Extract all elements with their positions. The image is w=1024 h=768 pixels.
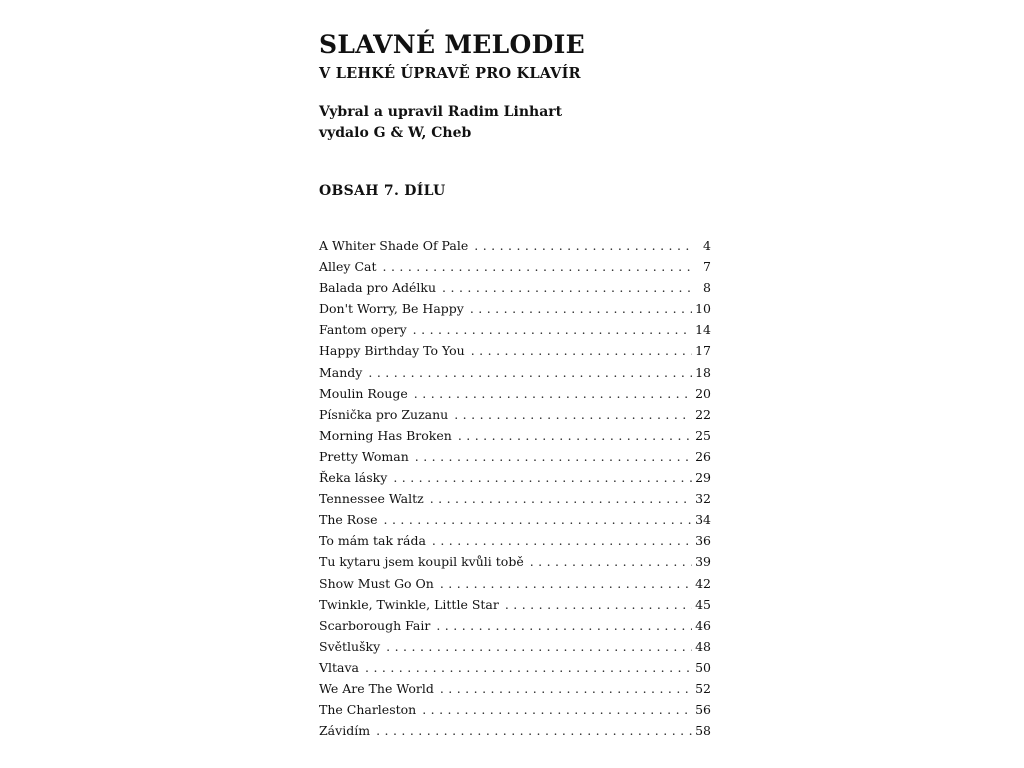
toc-entry-title: Písnička pro Zuzanu (319, 406, 449, 422)
toc-entry-title: Závidím (319, 723, 371, 739)
toc-entry (319, 509, 711, 530)
dot-leader (422, 699, 692, 720)
dot-leader (530, 551, 692, 572)
toc-entry (319, 340, 711, 361)
toc-entry-page-number: 48 (695, 638, 711, 654)
toc-entry (319, 404, 711, 425)
toc-entry (319, 678, 711, 699)
toc-entry-page-number: 45 (695, 596, 711, 612)
toc-entry (319, 573, 711, 594)
toc-entry-page-number: 36 (695, 533, 711, 549)
dot-leader (393, 467, 692, 488)
toc-entry-page-number: 29 (695, 470, 711, 486)
toc-entry (319, 488, 711, 509)
toc-entry-page-number: 39 (695, 554, 711, 570)
toc-entry-page-number: 58 (695, 723, 711, 739)
toc-entry-page-number: 20 (695, 385, 711, 401)
book-subtitle: V LEHKÉ ÚPRAVĚ PRO KLAVÍR (319, 65, 581, 82)
table-of-contents-heading: OBSAH 7. DÍLU (319, 183, 446, 199)
toc-entry (319, 425, 711, 446)
toc-entry-title: Happy Birthday To You (319, 343, 465, 359)
toc-entry-page-number: 22 (695, 406, 711, 422)
toc-entry-page-number: 25 (695, 427, 711, 443)
dot-leader (383, 256, 695, 277)
dot-leader (384, 509, 693, 530)
dot-leader (505, 594, 692, 615)
toc-entry-page-number: 4 (703, 238, 711, 253)
toc-entry (319, 657, 711, 678)
toc-entry-title: Show Must Go On (319, 575, 434, 591)
dot-leader (474, 235, 694, 256)
dot-leader (432, 530, 692, 551)
toc-entry (319, 298, 711, 319)
toc-entry-page-number: 26 (695, 448, 711, 464)
dot-leader (376, 720, 692, 741)
toc-entry-title: The Rose (319, 512, 378, 528)
toc-entry-title: Morning Has Broken (319, 427, 452, 443)
dot-leader (386, 636, 692, 657)
publisher-credit: vydalo G & W, Cheb (319, 125, 472, 141)
toc-entry-page-number: 34 (695, 512, 711, 528)
toc-entry-page-number: 18 (695, 364, 711, 380)
toc-entry (319, 446, 711, 467)
toc-entry-page-number: 7 (703, 259, 711, 275)
toc-entry (319, 636, 711, 657)
toc-entry-page-number: 8 (703, 280, 711, 296)
dot-leader (430, 488, 692, 509)
toc-entry-title: Pretty Woman (319, 448, 409, 464)
toc-entry (319, 277, 711, 298)
toc-entry-page-number: 52 (695, 680, 711, 696)
dot-leader (471, 340, 692, 361)
toc-entry-title: Tu kytaru jsem koupil kvůli tobě (319, 554, 524, 570)
dot-leader (414, 383, 692, 404)
toc-entry-title: Vltava (319, 659, 360, 675)
toc-entry (319, 235, 711, 256)
toc-entry (319, 362, 711, 383)
toc-entry-title: Scarborough Fair (319, 617, 431, 633)
toc-entry-page-number: 10 (695, 301, 711, 317)
toc-entry-title: Světlušky (319, 638, 381, 654)
dot-leader (440, 573, 692, 594)
toc-entry-title: Twinkle, Twinkle, Little Star (319, 596, 499, 612)
toc-entry-title: Balada pro Adélku (319, 280, 437, 296)
dot-leader (454, 404, 692, 425)
dot-leader (458, 425, 692, 446)
toc-entry (319, 467, 711, 488)
toc-entry (319, 551, 711, 572)
toc-entry (319, 699, 711, 720)
dot-leader (415, 446, 692, 467)
toc-entry-page-number: 46 (695, 617, 711, 633)
toc-entry-title: We Are The World (319, 680, 434, 696)
toc-entry-title: Řeka lásky (319, 470, 388, 486)
toc-entry-page-number: 17 (695, 343, 711, 359)
dot-leader (365, 657, 692, 678)
toc-entry-title: Mandy (319, 364, 363, 380)
toc-entry (319, 594, 711, 615)
toc-entry-title: Moulin Rouge (319, 385, 408, 401)
dot-leader (368, 362, 692, 383)
toc-entry-title: Alley Cat (319, 259, 377, 275)
dot-leader (470, 298, 692, 319)
toc-entry-page-number: 50 (695, 659, 711, 675)
toc-entry-page-number: 32 (695, 491, 711, 507)
toc-entry-title: Tennessee Waltz (319, 491, 424, 507)
toc-entry (319, 319, 711, 340)
dot-leader (440, 678, 692, 699)
toc-entry-page-number: 56 (695, 702, 711, 718)
dot-leader (436, 615, 692, 636)
toc-entry-page-number: 42 (695, 575, 711, 591)
toc-entry (319, 256, 711, 277)
toc-entry-title: The Charleston (319, 702, 417, 718)
toc-entry-title: To mám tak ráda (319, 533, 426, 549)
dot-leader (413, 319, 692, 340)
toc-entry (319, 720, 711, 741)
toc-entry (319, 530, 711, 551)
toc-entry-title: A Whiter Shade Of Pale (319, 238, 469, 253)
book-title: SLAVNÉ MELODIE (319, 30, 585, 59)
toc-entry-page-number: 14 (695, 322, 711, 338)
toc-entry (319, 383, 711, 404)
toc-entry-title: Don't Worry, Be Happy (319, 301, 464, 317)
table-of-contents (319, 235, 711, 741)
toc-entry (319, 615, 711, 636)
toc-entry-title: Fantom opery (319, 322, 407, 338)
arranger-credit: Vybral a upravil Radim Linhart (319, 104, 563, 120)
dot-leader (442, 277, 694, 298)
